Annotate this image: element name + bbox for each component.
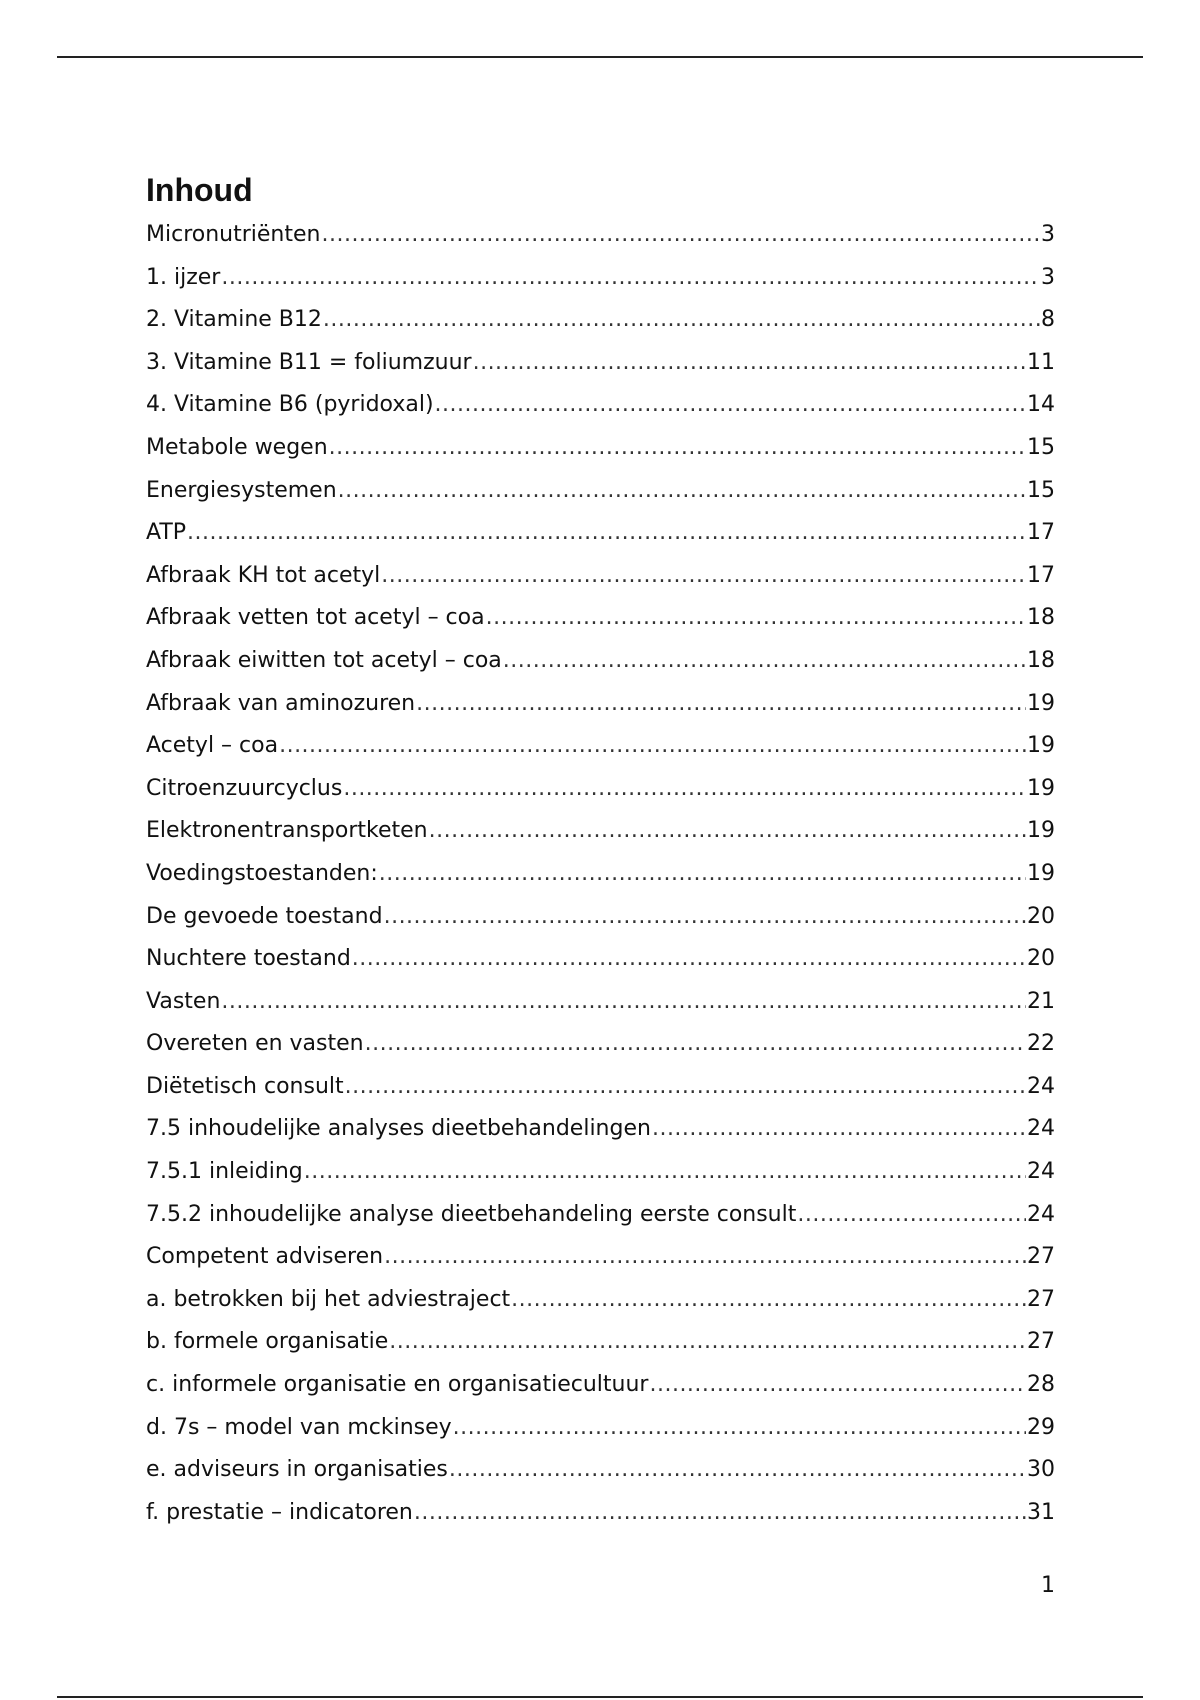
toc-entry-page: 24 [1027,1116,1055,1142]
toc-entry[interactable] [146,518,1055,561]
toc-entry-label: 7.5.2 inhoudelijke analyse dieetbehandeling eerste consult [146,1201,797,1227]
toc-entry-label: d. 7s – model van mckinsey [146,1414,452,1440]
toc-entry-label: Elektronentransportketen [146,818,428,844]
toc-entry[interactable] [146,433,1055,476]
toc-dot-leader [486,603,1026,633]
toc-entry-label: 1. ijzer [146,264,221,290]
toc-entry-label: 2. Vitamine B12 [146,307,322,333]
toc-entry-page: 8 [1041,307,1055,333]
toc-entry-label: ATP [146,520,187,546]
toc-entry-label: Energiesystemen [146,477,337,503]
toc-dot-leader [381,561,1026,591]
toc-entry-page: 20 [1027,903,1055,929]
toc-entry-page: 17 [1027,520,1055,546]
toc-entry-label: f. prestatie – indicatoren [146,1499,413,1525]
toc-entry[interactable] [146,902,1055,945]
toc-entry[interactable] [146,689,1055,732]
toc-dot-leader [352,944,1026,974]
toc-dot-leader [221,263,1040,293]
toc-dot-leader [797,1200,1026,1230]
toc-entry-page: 19 [1027,690,1055,716]
toc-entry-label: b. formele organisatie [146,1329,389,1355]
toc-entry[interactable] [146,1114,1055,1157]
toc-dot-leader [384,1242,1026,1272]
toc-dot-leader [473,348,1026,378]
toc-entry[interactable] [146,220,1055,263]
toc-entry-page: 11 [1027,349,1055,375]
toc-entry-page: 18 [1027,647,1055,673]
toc-entry[interactable] [146,561,1055,604]
toc-dot-leader [449,1455,1026,1485]
toc-entry-label: Afbraak KH tot acetyl [146,562,381,588]
toc-entry-label: 4. Vitamine B6 (pyridoxal) [146,392,434,418]
toc-entry-page: 19 [1027,818,1055,844]
toc-dot-leader [511,1285,1026,1315]
toc-entry-page: 20 [1027,946,1055,972]
toc-entry-label: c. informele organisatie en organisatiecultuur [146,1372,649,1398]
toc-entry[interactable] [146,1029,1055,1072]
toc-entry-label: Acetyl – coa [146,733,279,759]
toc-dot-leader [365,1029,1026,1059]
toc-entry[interactable] [146,1200,1055,1243]
page-number: 1 [1041,1573,1055,1598]
document-page [146,168,1055,1540]
toc-entry[interactable] [146,263,1055,306]
toc-dot-leader [453,1413,1026,1443]
toc-dot-leader [321,220,1040,250]
toc-dot-leader [503,646,1026,676]
toc-entry-page: 24 [1027,1159,1055,1185]
toc-entry-page: 31 [1027,1499,1055,1525]
toc-entry-page: 22 [1027,1031,1055,1057]
toc-entry[interactable] [146,1413,1055,1456]
toc-entry-page: 24 [1027,1201,1055,1227]
toc-entry[interactable] [146,1370,1055,1413]
toc-entry[interactable] [146,987,1055,1030]
toc-entry-label: a. betrokken bij het adviestraject [146,1286,511,1312]
toc-dot-leader [435,390,1026,420]
toc-entry[interactable] [146,1498,1055,1541]
toc-entry-label: Afbraak vetten tot acetyl – coa [146,605,485,631]
toc-entry-page: 15 [1027,434,1055,460]
toc-entry-page: 19 [1027,860,1055,886]
toc-entry-page: 24 [1027,1073,1055,1099]
toc-dot-leader [329,433,1026,463]
toc-dot-leader [187,518,1026,548]
toc-entry[interactable] [146,476,1055,519]
toc-entry-label: e. adviseurs in organisaties [146,1457,448,1483]
toc-entry[interactable] [146,731,1055,774]
toc-entry-page: 19 [1027,775,1055,801]
footer-rule [57,1696,1143,1698]
toc-entry[interactable] [146,646,1055,689]
toc-dot-leader [389,1327,1026,1357]
toc-entry[interactable] [146,1327,1055,1370]
toc-entry-page: 14 [1027,392,1055,418]
toc-entry-label: Afbraak eiwitten tot acetyl – coa [146,647,502,673]
toc-entry[interactable] [146,1157,1055,1200]
toc-entry-label: Citroenzuurcyclus [146,775,343,801]
toc-title: Inhoud [146,172,253,208]
toc-entry-label: Diëtetisch consult [146,1073,344,1099]
toc-dot-leader [414,1498,1026,1528]
toc-entry-page: 3 [1041,222,1055,247]
toc-entry-label: Competent adviseren [146,1244,384,1270]
toc-dot-leader [652,1114,1026,1144]
toc-entry-label: Overeten en vasten [146,1031,364,1057]
toc-dot-leader [343,774,1026,804]
toc-entry-page: 27 [1027,1244,1055,1270]
toc-entry[interactable] [146,1242,1055,1285]
toc-entry-label: 3. Vitamine B11 = foliumzuur [146,349,472,375]
toc-entry[interactable] [146,1455,1055,1498]
table-of-contents [146,220,1055,1540]
toc-dot-leader [279,731,1026,761]
toc-entry[interactable] [146,859,1055,902]
toc-entry-label: Micronutriënten [146,222,321,247]
toc-entry-page: 27 [1027,1286,1055,1312]
toc-entry-label: 7.5.1 inleiding [146,1159,303,1185]
toc-entry[interactable] [146,305,1055,348]
toc-entry-page: 3 [1041,264,1055,290]
toc-entry[interactable] [146,944,1055,987]
toc-entry-label: Vasten [146,988,221,1014]
toc-dot-leader [379,859,1026,889]
toc-entry-page: 18 [1027,605,1055,631]
toc-entry-page: 21 [1027,988,1055,1014]
toc-entry[interactable] [146,390,1055,433]
toc-dot-leader [221,987,1026,1017]
toc-entry-page: 29 [1027,1414,1055,1440]
toc-entry[interactable] [146,603,1055,646]
toc-entry-label: Voedingstoestanden: [146,860,378,886]
toc-dot-leader [384,902,1026,932]
header-rule [57,56,1143,58]
toc-dot-leader [338,476,1026,506]
toc-entry-page: 19 [1027,733,1055,759]
toc-entry-label: Afbraak van aminozuren [146,690,416,716]
toc-entry-page: 15 [1027,477,1055,503]
toc-dot-leader [416,689,1026,719]
toc-entry[interactable] [146,774,1055,817]
toc-dot-leader [429,816,1026,846]
toc-entry-page: 28 [1027,1372,1055,1398]
toc-entry[interactable] [146,1072,1055,1115]
toc-dot-leader [345,1072,1026,1102]
toc-entry-page: 27 [1027,1329,1055,1355]
toc-entry-page: 30 [1027,1457,1055,1483]
toc-entry[interactable] [146,1285,1055,1328]
toc-entry-page: 17 [1027,562,1055,588]
toc-dot-leader [649,1370,1026,1400]
toc-entry-label: Nuchtere toestand [146,946,351,972]
toc-entry[interactable] [146,348,1055,391]
toc-entry-label: Metabole wegen [146,434,328,460]
toc-dot-leader [323,305,1040,335]
toc-entry-label: 7.5 inhoudelijke analyses dieetbehandelingen [146,1116,651,1142]
toc-entry[interactable] [146,816,1055,859]
toc-entry-label: De gevoede toestand [146,903,383,929]
toc-dot-leader [304,1157,1026,1187]
